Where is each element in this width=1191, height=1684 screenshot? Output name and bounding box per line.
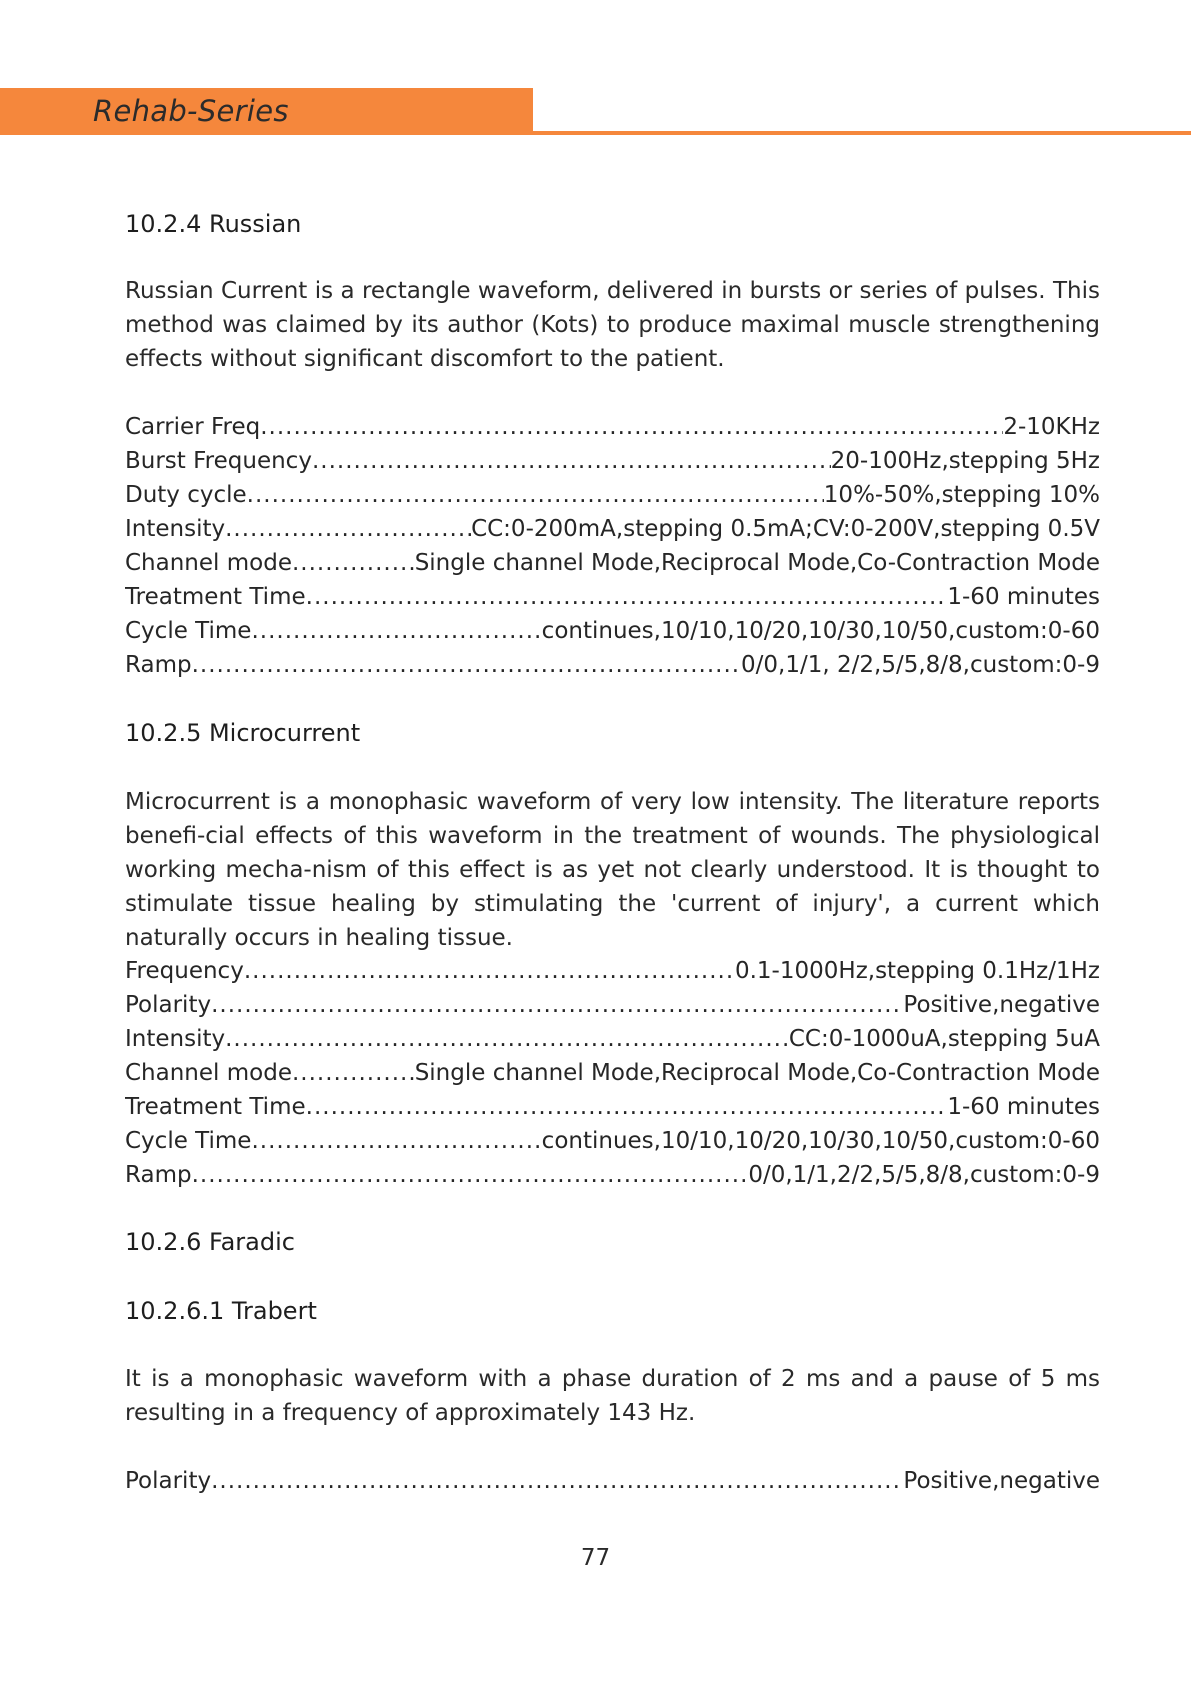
- spec-label: Polarity: [125, 992, 212, 1018]
- spec-label: Duty cycle: [125, 482, 247, 508]
- trabert-description: It is a monophasic waveform with a phase duration of 2 ms and a pause of 5 ms resulting in a frequency of approximately 143 Hz.: [125, 1366, 1100, 1426]
- section-heading-russian: 10.2.4 Russian: [125, 210, 302, 238]
- spec-row: [125, 954, 1100, 988]
- leader-dots: [192, 1158, 749, 1192]
- spec-value: Single channel Mode,Reciprocal Mode,Co-Contraction Mode: [414, 1060, 1100, 1086]
- leader-dots: [244, 954, 735, 988]
- spec-value: continues,10/10,10/20,10/30,10/50,custom:0-60: [541, 1128, 1100, 1154]
- microcurrent-spec-list: [125, 954, 1100, 1192]
- leader-dots: [306, 580, 948, 614]
- spec-value: continues,10/10,10/20,10/30,10/50,custom:0-60: [541, 618, 1100, 644]
- section-heading-faradic: 10.2.6 Faradic: [125, 1228, 295, 1256]
- leader-dots: [312, 444, 831, 478]
- spec-label: Polarity: [125, 1468, 212, 1494]
- leader-dots: [211, 988, 903, 1022]
- section-heading-microcurrent: 10.2.5 Microcurrent: [125, 719, 361, 747]
- spec-row: [125, 1056, 1100, 1090]
- spec-row: [125, 580, 1100, 614]
- spec-value: 1-60 minutes: [947, 1094, 1100, 1120]
- leader-dots: [247, 478, 824, 512]
- spec-value: 20-100Hz,stepping 5Hz: [830, 448, 1100, 474]
- spec-label: Intensity: [125, 1026, 226, 1052]
- spec-label: Ramp: [125, 1162, 192, 1188]
- spec-value: 0.1-1000Hz,stepping 0.1Hz/1Hz: [734, 958, 1100, 984]
- section-heading-trabert: 10.2.6.1 Trabert: [125, 1297, 317, 1325]
- spec-value: CC:0-1000uA,stepping 5uA: [788, 1026, 1100, 1052]
- spec-row: [125, 1090, 1100, 1124]
- spec-label: Channel mode: [125, 550, 292, 576]
- spec-row: [125, 512, 1100, 546]
- leader-dots: [225, 512, 471, 546]
- leader-dots: [192, 648, 741, 682]
- spec-row: [125, 648, 1100, 682]
- spec-value: 0/0,1/1,2/2,5/5,8/8,custom:0-9: [748, 1162, 1100, 1188]
- header-rule: [533, 131, 1191, 135]
- leader-dots: [251, 1124, 541, 1158]
- spec-row: [125, 988, 1100, 1022]
- leader-dots: [306, 1090, 948, 1124]
- spec-row: [125, 410, 1100, 444]
- spec-value: Positive,negative: [903, 1468, 1100, 1494]
- spec-row: [125, 1022, 1100, 1056]
- spec-row: [125, 1158, 1100, 1192]
- spec-value: 0/0,1/1, 2/2,5/5,8/8,custom:0-9: [741, 652, 1100, 678]
- russian-spec-list: [125, 410, 1100, 682]
- spec-value: CC:0-200mA,stepping 0.5mA;CV:0-200V,stepping 0.5V: [471, 516, 1100, 542]
- spec-label: Intensity: [125, 516, 226, 542]
- spec-row: [125, 614, 1100, 648]
- spec-label: Cycle Time: [125, 1128, 252, 1154]
- spec-value: 10%-50%,stepping 10%: [823, 482, 1100, 508]
- series-title: Rehab-Series: [93, 94, 289, 128]
- spec-row: [125, 444, 1100, 478]
- spec-value: 1-60 minutes: [947, 584, 1100, 610]
- leader-dots: [292, 546, 415, 580]
- spec-label: Ramp: [125, 652, 192, 678]
- leader-dots: [260, 410, 1003, 444]
- spec-label: Frequency: [125, 958, 244, 984]
- trabert-spec-list: [125, 1464, 1100, 1498]
- russian-description: Russian Current is a rectangle waveform, delivered in bursts or series of pulses. This method was claimed by its author (Kots) to produce maximal muscle strengthening effects without significant discomfort to the patient.: [125, 278, 1100, 372]
- leader-dots: [251, 614, 541, 648]
- leader-dots: [292, 1056, 415, 1090]
- leader-dots: [211, 1464, 903, 1498]
- leader-dots: [225, 1022, 789, 1056]
- spec-label: Treatment Time: [125, 1094, 306, 1120]
- spec-value: Positive,negative: [903, 992, 1100, 1018]
- spec-row: [125, 1124, 1100, 1158]
- spec-label: Treatment Time: [125, 584, 306, 610]
- page-number: 77: [580, 1545, 611, 1571]
- spec-label: Cycle Time: [125, 618, 252, 644]
- spec-value: 2-10KHz: [1003, 414, 1100, 440]
- spec-label: Channel mode: [125, 1060, 292, 1086]
- spec-value: Single channel Mode,Reciprocal Mode,Co-Contraction Mode: [414, 550, 1100, 576]
- spec-row: [125, 478, 1100, 512]
- spec-row: [125, 1464, 1100, 1498]
- microcurrent-description: Microcurrent is a monophasic waveform of very low intensity. The literature reports benefi-cial effects of this waveform in the treatment of wounds. The physiological working mecha-nism of this effect is as yet not clearly understood. It is thought to stimulate tissue healing by stimulating the 'current of injury', a current which naturally occurs in healing tissue.: [125, 789, 1100, 951]
- spec-row: [125, 546, 1100, 580]
- spec-label: Burst Frequency: [125, 448, 312, 474]
- spec-label: Carrier Freq: [125, 414, 261, 440]
